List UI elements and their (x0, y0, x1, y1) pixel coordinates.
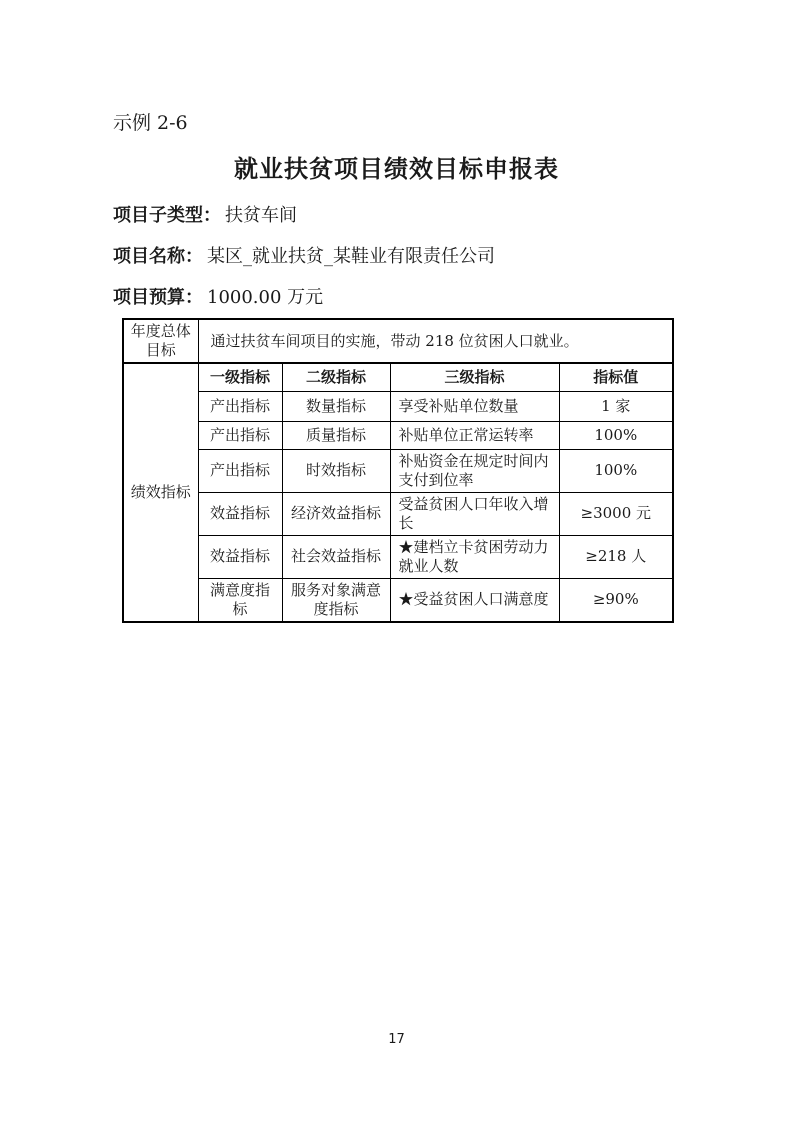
page-title: 就业扶贫项目绩效目标申报表 (234, 154, 559, 183)
indicator-value-cell: 1 家 (559, 391, 673, 421)
indicator-value-cell: 100% (559, 449, 673, 492)
table-row (123, 391, 673, 421)
annual-goal-text-cell: 通过扶贫车间项目的实施，带动 218 位贫困人口就业。 (198, 319, 673, 363)
level3-indicator-cell: 享受补贴单位数量 (390, 391, 559, 421)
level2-indicator-cell: 社会效益指标 (282, 535, 390, 578)
level3-indicator-cell: 补贴资金在规定时间内支付到位率 (390, 449, 559, 492)
table-row (123, 492, 673, 535)
table-row (123, 449, 673, 492)
field-label-project-subtype: 项目子类型： (113, 205, 221, 226)
indicator-value-cell: 100% (559, 421, 673, 449)
field-project-budget (113, 285, 323, 310)
level1-indicator-cell: 产出指标 (198, 421, 282, 449)
table-row (123, 535, 673, 578)
level1-indicator-cell: 产出指标 (198, 449, 282, 492)
level3-indicator-cell: 受益贫困人口年收入增长 (390, 492, 559, 535)
field-value-project-budget: 1000.00 万元 (207, 287, 324, 308)
col-header-indicator-value: 指标值 (559, 363, 673, 391)
col-header-level1-indicator: 一级指标 (198, 363, 282, 391)
performance-target-table (122, 318, 674, 623)
field-value-project-name: 某区_就业扶贫_某鞋业有限责任公司 (207, 246, 495, 267)
level3-indicator-cell: ★受益贫困人口满意度 (390, 578, 559, 622)
indicator-value-cell: ≥90% (559, 578, 673, 622)
level3-indicator-cell: 补贴单位正常运转率 (390, 421, 559, 449)
col-header-level3-indicator: 三级指标 (390, 363, 559, 391)
level2-indicator-cell: 数量指标 (282, 391, 390, 421)
level1-indicator-cell: 效益指标 (198, 492, 282, 535)
level1-indicator-cell: 满意度指标 (198, 578, 282, 622)
page-number: 17 (388, 1032, 405, 1047)
field-project-subtype (113, 203, 297, 228)
indicator-header-row (123, 363, 673, 391)
table-row (123, 421, 673, 449)
col-header-level2-indicator: 二级指标 (282, 363, 390, 391)
level2-indicator-cell: 时效指标 (282, 449, 390, 492)
field-label-project-budget: 项目预算： (113, 287, 203, 308)
level3-indicator-cell: ★建档立卡贫困劳动力就业人数 (390, 535, 559, 578)
indicator-value-cell: ≥218 人 (559, 535, 673, 578)
field-value-project-subtype: 扶贫车间 (225, 205, 297, 226)
field-label-project-name: 项目名称： (113, 246, 203, 267)
level1-indicator-cell: 效益指标 (198, 535, 282, 578)
annual-goal-label-cell: 年度总体目标 (123, 319, 198, 363)
level2-indicator-cell: 经济效益指标 (282, 492, 390, 535)
annual-goal-row (123, 319, 673, 363)
indicator-value-cell: ≥3000 元 (559, 492, 673, 535)
level2-indicator-cell: 服务对象满意度指标 (282, 578, 390, 622)
example-label: 示例 2-6 (113, 112, 188, 134)
field-project-name (113, 244, 495, 269)
performance-indicator-label-cell: 绩效指标 (123, 363, 198, 622)
table-row (123, 578, 673, 622)
level1-indicator-cell: 产出指标 (198, 391, 282, 421)
level2-indicator-cell: 质量指标 (282, 421, 390, 449)
